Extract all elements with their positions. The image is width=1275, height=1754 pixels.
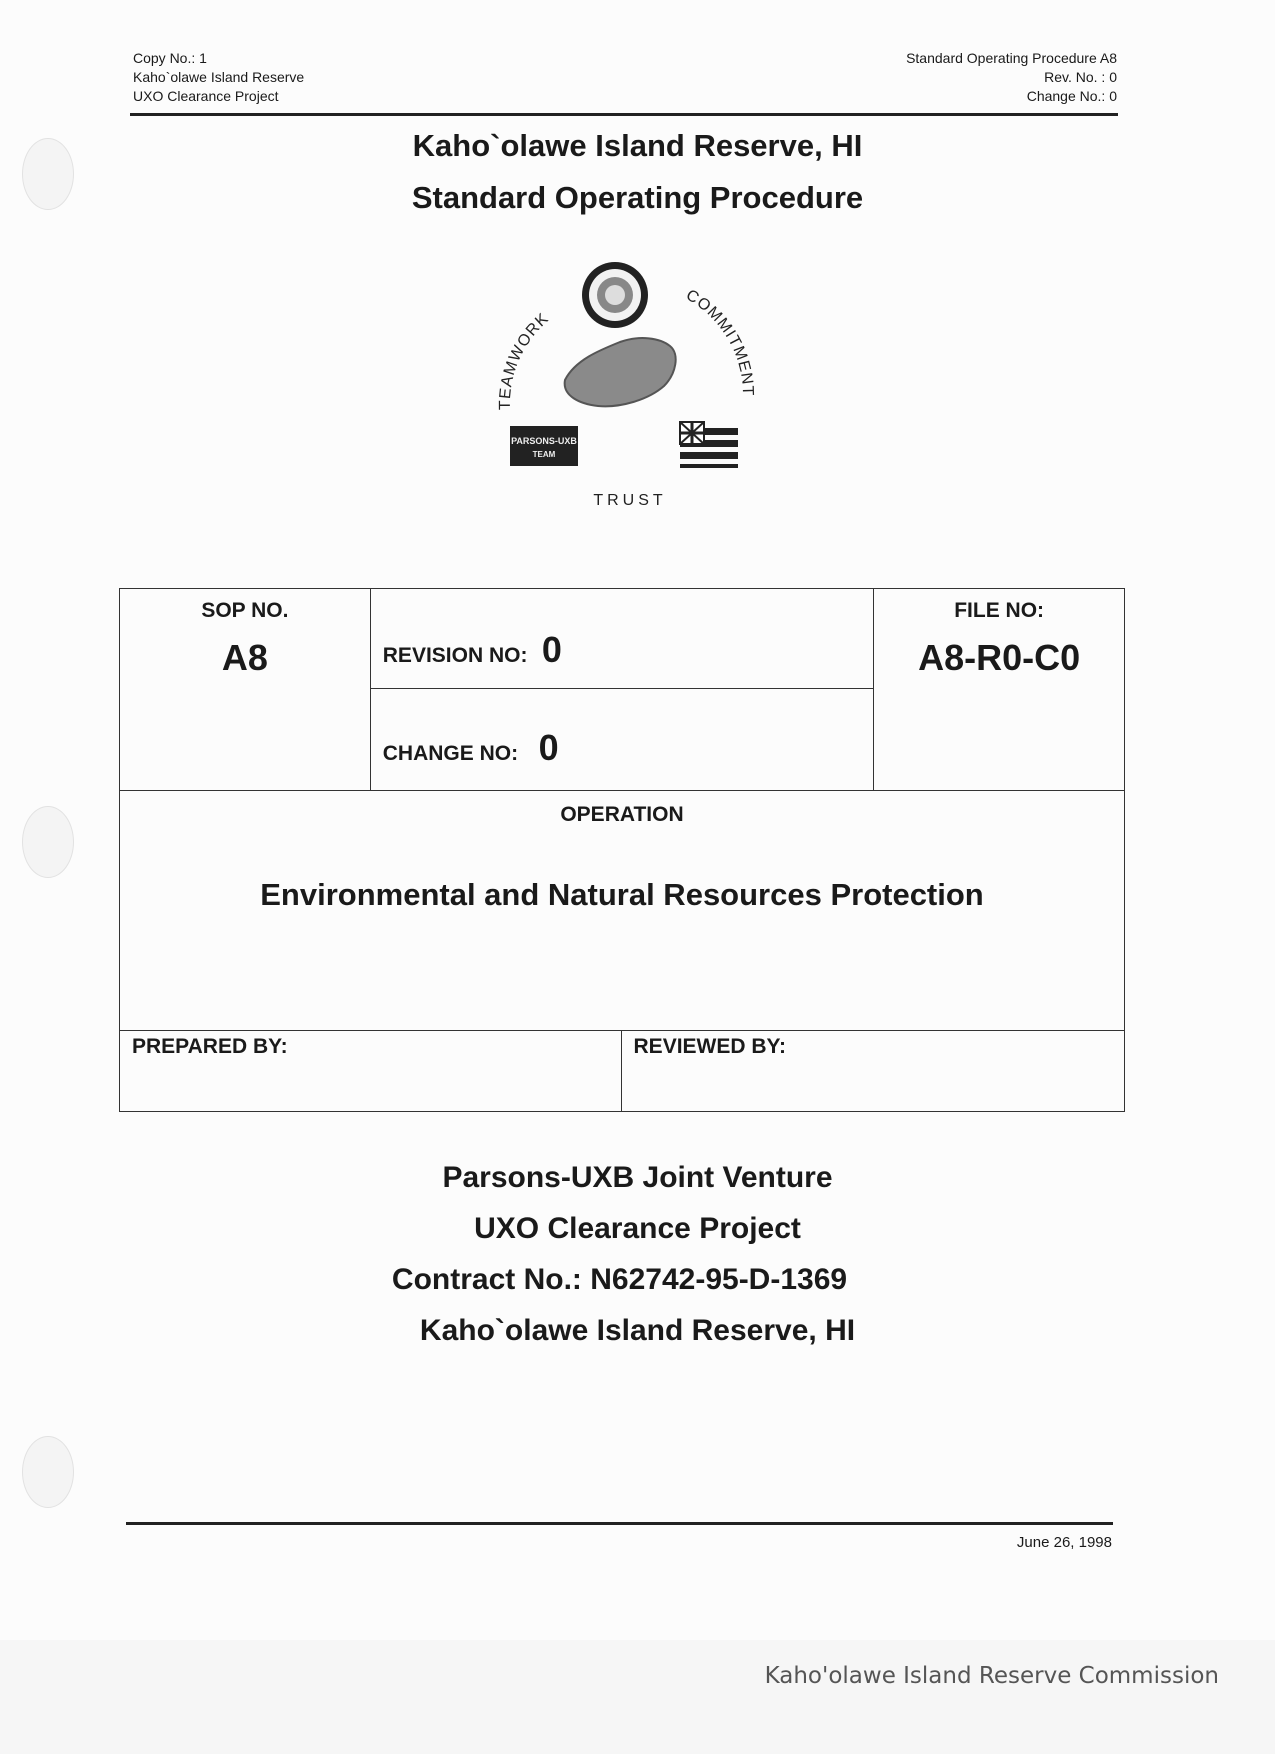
logo-teamwork: TEAMWORK: [496, 309, 553, 411]
header-copy-no: Copy No.: 1: [133, 50, 207, 66]
sop-form-table: [119, 588, 1125, 1112]
sop-no-cell: [120, 589, 371, 791]
revision-cell: [370, 589, 873, 689]
contractor-name: Parsons-UXB Joint Venture: [442, 1161, 833, 1194]
page-subtitle: Standard Operating Procedure: [411, 180, 864, 215]
badge-line-2: TEAM: [532, 450, 556, 459]
reviewed-by-cell: [621, 1031, 1124, 1112]
prepared-by-cell: [120, 1031, 622, 1112]
island-map-icon: [565, 338, 676, 406]
logo-trust: TRUST: [593, 492, 667, 509]
parsons-uxb-badge: [510, 426, 578, 466]
team-logo: [480, 250, 780, 520]
footer-rule: [126, 1522, 1113, 1525]
operation-cell: [120, 791, 1125, 1031]
header-sop: Standard Operating Procedure A8: [906, 50, 1117, 66]
revision-label: REVISION NO:: [382, 644, 528, 667]
header-change-no: Change No.: 0: [1026, 88, 1117, 104]
operation-value: Environmental and Natural Resources Protection: [260, 877, 984, 912]
reserve-name: Kaho`olawe Island Reserve, HI: [419, 1314, 856, 1347]
punch-hole: [22, 806, 74, 878]
file-no-label: FILE NO:: [954, 599, 1045, 622]
logo-commitment: COMMITMENT: [682, 286, 757, 397]
footer-band: [0, 1640, 1275, 1754]
header-reserve: Kaho`olawe Island Reserve: [133, 69, 305, 85]
sop-no-label: SOP NO.: [201, 599, 289, 622]
change-value: 0: [538, 727, 559, 768]
page-title: Kaho`olawe Island Reserve, HI: [412, 128, 863, 163]
file-no-value: A8-R0-C0: [918, 637, 1081, 678]
header-rule: [130, 113, 1118, 116]
operation-label: OPERATION: [560, 803, 684, 826]
badge-line-1: PARSONS-UXB: [511, 436, 577, 446]
punch-hole: [22, 1436, 74, 1508]
header-left: [133, 49, 304, 106]
change-cell: [370, 689, 873, 791]
prepared-by-label: PREPARED BY:: [132, 1035, 288, 1058]
source-watermark: Kaho'olawe Island Reserve Commission: [764, 1663, 1219, 1689]
reviewed-by-label: REVIEWED BY:: [633, 1035, 786, 1058]
sop-no-value: A8: [221, 637, 268, 678]
project-name: UXO Clearance Project: [474, 1212, 801, 1245]
header-right: [906, 49, 1117, 106]
hawaii-flag-icon: [680, 422, 738, 468]
contract-number: Contract No.: N62742-95-D-1369: [391, 1263, 848, 1296]
header-rev-no: Rev. No. : 0: [1044, 69, 1117, 85]
header-project: UXO Clearance Project: [133, 88, 279, 104]
change-label: CHANGE NO:: [382, 742, 519, 765]
navy-seal-icon: [582, 262, 648, 328]
revision-value: 0: [541, 629, 562, 670]
file-no-cell: [874, 589, 1125, 791]
document-date: June 26, 1998: [1016, 1534, 1112, 1551]
